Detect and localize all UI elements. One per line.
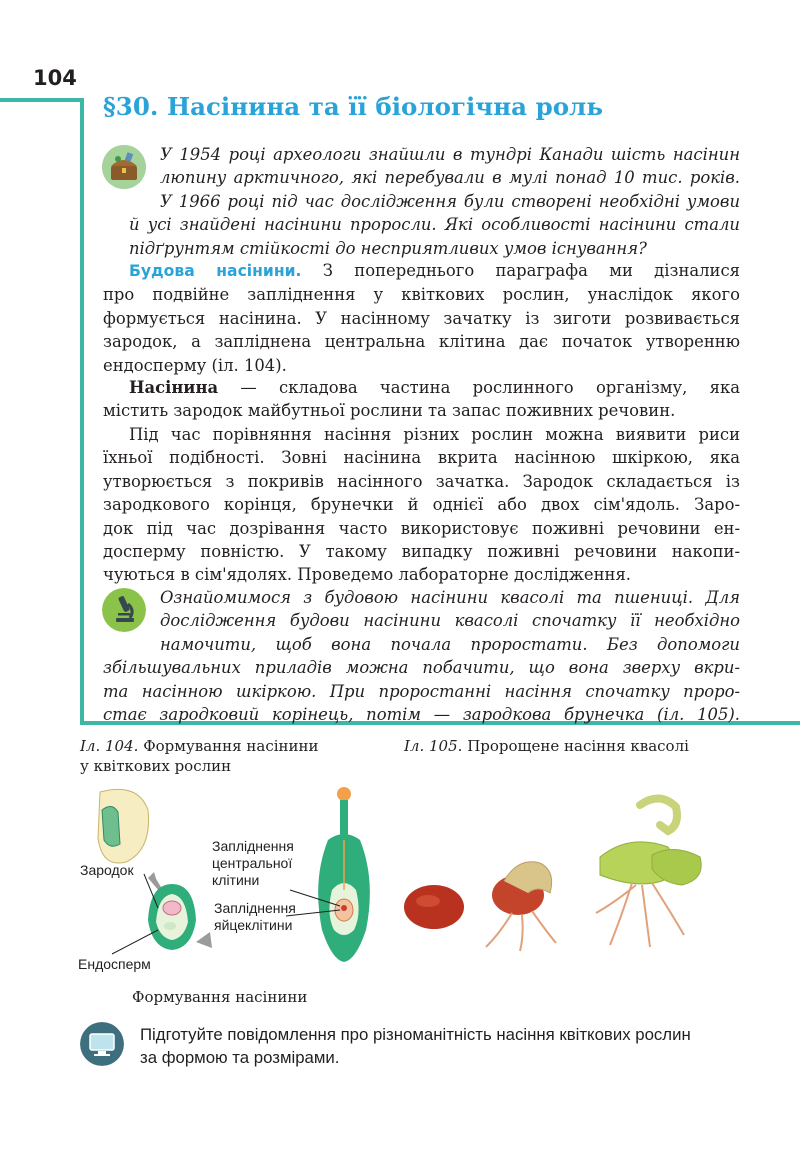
embryo-label: Зародок	[80, 862, 134, 878]
task-text	[140, 1023, 780, 1069]
lab-paragraph	[160, 586, 740, 656]
structure-heading: Будова насінини.	[129, 262, 302, 280]
figure-104-caption-line2: у квіткових рослин	[80, 757, 232, 775]
figure-104-label: Іл. 104.	[80, 737, 139, 755]
intro-line: люпину арктичного, які перебували в мулі понад 10 тис. років.	[160, 168, 740, 188]
comparison-line: зародкового корінця, брунечки й однієї або двох сім'ядоль. Заро-	[103, 495, 740, 515]
definition-term: Насінина	[129, 378, 219, 397]
lab-line: збільшувальних приладів можна побачити, що вона зверху вкри-	[103, 658, 740, 678]
section-title: §30. Насінина та її біологічна роль	[103, 92, 603, 121]
structure-line: формується насінина. У насінному зачатку із зиготи розвивається	[103, 308, 740, 328]
structure-first-line-text: З попереднього параграфа ми дізналися	[322, 261, 741, 280]
lab-paragraph-cont	[103, 656, 740, 726]
lab-line: та насінною шкіркою. При проростанні насіння спочатку проро-	[103, 681, 740, 701]
intro-paragraph-cont	[103, 190, 740, 260]
comparison-line: досперму повністю. У такому випадку поживні речовини накопи-	[103, 542, 740, 562]
intro-line: й усі знайдені насінини проросли. Які особливості насінини стали	[129, 215, 740, 235]
sprout-drawing	[596, 798, 701, 947]
bean-seed-drawing	[404, 885, 464, 929]
figure-105-caption-text: Пророщене насіння квасолі	[467, 737, 689, 755]
comparison-line: їхньої подібності. Зовні насінина вкрита насінною шкіркою, яка	[103, 448, 740, 468]
task-line: за формою та розмірами.	[140, 1048, 340, 1067]
lab-line: Ознайомимося з будовою насінини квасолі та пшениці. Для	[160, 588, 740, 607]
central-cell-label-line: Запліднення	[212, 838, 294, 854]
figure-105-illustration	[400, 785, 720, 955]
definition-first-line	[103, 376, 740, 399]
task-line: Підготуйте повідомлення про різноманітність насіння квіткових рослин	[140, 1025, 691, 1044]
computer-icon	[80, 1022, 124, 1066]
lab-line: стає зародковий корінець, потім — зародкова брунечка (іл. 105).	[103, 705, 740, 724]
comparison-paragraph	[103, 423, 740, 587]
ovule-drawing	[148, 884, 196, 950]
egg-cell-label-line: Запліднення	[214, 900, 296, 916]
comparison-line: док під час дозрівання часто використовує поживні речовини ен-	[103, 518, 740, 538]
mature-seed-drawing	[98, 789, 149, 863]
figure-104-bottom-caption: Формування насінини	[132, 988, 308, 1006]
structure-paragraph	[103, 259, 740, 377]
comparison-line: чуються в сім'ядолях. Проведемо лабораторне дослідження.	[103, 565, 632, 585]
endosperm-label: Ендосперм	[78, 956, 151, 972]
lab-line: дослідження будови насінини квасолі спочатку її необхідно	[160, 611, 740, 631]
comparison-line: утворюється з покривів насінного зачатка. Зародок складається із	[103, 471, 740, 491]
egg-cell-label-line: яйцеклітини	[214, 917, 293, 933]
lab-line: намочити, щоб вона почала проростати. Без допомоги	[160, 634, 740, 654]
pistil-drawing	[318, 787, 370, 962]
figure-105-label: Іл. 105.	[404, 737, 463, 755]
intro-paragraph	[160, 143, 740, 190]
treasure-chest-icon	[102, 145, 146, 189]
central-cell-label	[212, 838, 294, 889]
microscope-icon	[102, 588, 146, 632]
structure-first-line	[103, 259, 740, 283]
definition-first-line-text: — складова частина рослинного організму, яка	[240, 378, 740, 397]
figure-104-caption	[80, 736, 380, 776]
structure-line: ендосперму (іл. 104).	[103, 355, 287, 375]
central-cell-label-line: центральної	[212, 855, 293, 871]
definition-paragraph	[103, 376, 740, 423]
page-number: 104	[33, 66, 77, 90]
definition-line: містить зародок майбутньої рослини та запас поживних речовин.	[103, 401, 676, 421]
germinating-bean-drawing	[486, 862, 556, 951]
egg-cell-label	[214, 900, 296, 934]
intro-line: У 1966 році під час дослідження були створені необхідні умови	[160, 191, 740, 211]
structure-line: про подвійне запліднення у квіткових рослин, унаслідок якого	[103, 285, 740, 305]
intro-line: підґрунтям стійкості до несприятливих умов існування?	[129, 238, 647, 258]
intro-line: У 1954 році археологи знайшли в тундрі Канади шість насінин	[160, 145, 740, 164]
central-cell-label-line: клітини	[212, 872, 260, 888]
structure-line: зародок, а запліднена центральна клітина дає початок утворенню	[103, 332, 740, 352]
comparison-line: Під час порівняння насіння різних рослин можна виявити риси	[129, 425, 740, 444]
figure-104-caption-line1: Формування насінини	[143, 737, 319, 755]
figure-105-caption	[404, 736, 784, 756]
frame-top-rule	[0, 98, 84, 102]
frame-left-rule	[80, 98, 84, 725]
